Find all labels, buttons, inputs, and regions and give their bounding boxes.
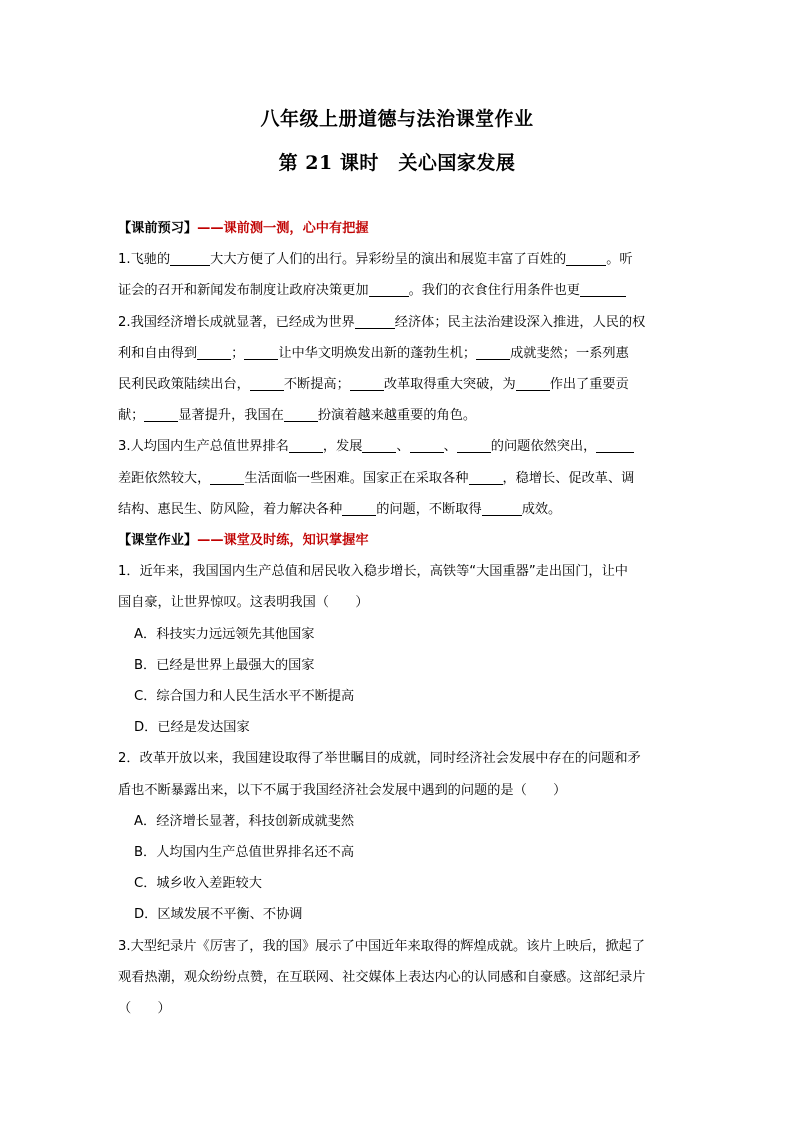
line-text: 生活面临一些困难。国家正在采取各种 [244, 470, 469, 486]
line-text: 作出了重要贡 [549, 377, 629, 393]
question-stem: 3.大型纪录片《厉害了，我的国》展示了中国近年来取得的辉煌成就。该片上映后，掀起了 [118, 938, 645, 954]
answer-blank[interactable] [350, 376, 384, 391]
line-text: 利和自由得到 [118, 345, 198, 361]
question-stem: （ ） [118, 1001, 171, 1017]
answer-blank[interactable] [144, 407, 178, 422]
worksheet-content [118, 213, 683, 1024]
answer-blank[interactable] [170, 251, 210, 266]
answer-blank[interactable] [197, 345, 231, 360]
section-heading-preview [118, 213, 683, 244]
line-text: 。我们的衣食住行用条件也更 [408, 283, 580, 299]
question-item [118, 556, 683, 743]
answer-blank[interactable] [566, 251, 606, 266]
line-text: 1.飞驰的 [118, 252, 171, 268]
question-item [118, 743, 683, 930]
section-slogan: ——课堂及时练，知识掌握牢 [197, 533, 369, 549]
line-text: 献； [118, 408, 145, 424]
line-text: 证会的召开和新闻发布制度让政府决策更加 [118, 283, 369, 299]
answer-option[interactable]: A．科技实力远远领先其他国家 [134, 626, 315, 642]
line-text: 扮演着越来越重要的角色。 [317, 408, 477, 424]
question-stem: 盾也不断暴露出来，以下不属于我国经济社会发展中遇到的问题的是（ ） [118, 782, 567, 798]
answer-blank[interactable] [410, 439, 444, 454]
line-text: 让中华文明焕发出新的蓬勃生机； [278, 345, 477, 361]
answer-option[interactable]: C．城乡收入差距较大 [134, 876, 262, 892]
preview-line [118, 244, 683, 275]
answer-blank[interactable] [580, 283, 626, 298]
answer-option[interactable]: A．经济增长显著，科技创新成就斐然 [134, 813, 355, 829]
answer-blank[interactable] [355, 314, 395, 329]
preview-line [118, 463, 683, 494]
preview-line [118, 338, 683, 369]
line-text: 显著提升，我国在 [178, 408, 284, 424]
lesson-subtitle: 第 21 课时 关心国家发展 [278, 152, 516, 174]
line-text: 、 [396, 439, 410, 455]
answer-blank[interactable] [362, 439, 396, 454]
line-text: 。听 [606, 252, 633, 268]
answer-option[interactable]: B．人均国内生产总值世界排名还不高 [134, 845, 355, 861]
line-text: 、 [443, 439, 457, 455]
answer-blank[interactable] [469, 470, 503, 485]
classwork-questions [118, 556, 683, 1024]
answer-blank[interactable] [516, 376, 550, 391]
line-text: 经济体；民主法治建设深入推进，人民的权 [394, 314, 646, 330]
line-text: 成效。 [521, 501, 562, 517]
question-stem: 2．改革开放以来，我国建设取得了举世瞩目的成就，同时经济社会发展中存在的问题和矛 [118, 751, 641, 767]
preview-line [118, 400, 683, 431]
answer-option[interactable]: D．已经是发达国家 [134, 720, 250, 736]
line-text: 2.我国经济增长成就显著，已经成为世界 [118, 314, 355, 330]
preview-line [118, 275, 683, 306]
answer-option[interactable]: C．综合国力和人民生活水平不断提高 [134, 689, 355, 705]
answer-blank[interactable] [284, 407, 318, 422]
line-text: ，发展 [322, 439, 363, 455]
preview-line [118, 494, 683, 525]
answer-blank[interactable] [342, 501, 376, 516]
answer-blank[interactable] [244, 345, 278, 360]
section-heading-classwork [118, 525, 683, 556]
line-text: 大大方便了人们的出行。异彩纷呈的演出和展览丰富了百姓的 [210, 252, 567, 268]
line-text: 民利民政策陆续出台， [118, 377, 250, 393]
answer-option[interactable]: D．区域发展不平衡、不协调 [134, 907, 303, 923]
answer-blank[interactable] [482, 501, 522, 516]
line-text: 的问题依然突出， [490, 439, 597, 455]
section-label: 【课堂作业】 [118, 533, 198, 549]
line-text: 成就斐然；一系列惠 [510, 345, 629, 361]
answer-blank[interactable] [476, 345, 510, 360]
answer-blank[interactable] [457, 439, 491, 454]
question-item [118, 931, 683, 1025]
question-stem: 1．近年来，我国国内生产总值和居民收入稳步增长，高铁等“大国重器”走出国门，让中 [118, 564, 628, 580]
question-stem: 国自豪，让世界惊叹。这表明我国（ ） [118, 595, 369, 611]
line-text: 差距依然较大， [118, 470, 211, 486]
line-text: 不断提高； [283, 377, 350, 393]
line-text: ； [231, 345, 245, 361]
line-text: ，稳增长、促改革、调 [502, 470, 635, 486]
line-text: 的问题，不断取得 [376, 501, 482, 517]
line-text: 结构、惠民生、防风险，着力解决各种 [118, 501, 343, 517]
line-text: 3.人均国内生产总值世界排名 [118, 439, 289, 455]
question-stem: 观看热潮，观众纷纷点赞，在互联网、社交媒体上表达内心的认同感和自豪感。这部纪录片 [118, 969, 646, 985]
preview-fill-in-section [118, 244, 683, 525]
answer-blank[interactable] [250, 376, 284, 391]
answer-option[interactable]: B．已经是世界上最强大的国家 [134, 657, 315, 673]
document-title: 八年级上册道德与法治课堂作业 [260, 108, 534, 130]
section-label: 【课前预习】 [118, 221, 198, 236]
preview-line [118, 431, 683, 462]
answer-blank[interactable] [289, 439, 323, 454]
answer-blank[interactable] [369, 283, 409, 298]
preview-line [118, 307, 683, 338]
answer-blank[interactable] [210, 470, 244, 485]
line-text: 改革取得重大突破，为 [383, 377, 516, 393]
section-slogan: ——课前测一测，心中有把握 [197, 221, 369, 236]
answer-blank[interactable] [596, 439, 634, 454]
preview-line [118, 369, 683, 400]
